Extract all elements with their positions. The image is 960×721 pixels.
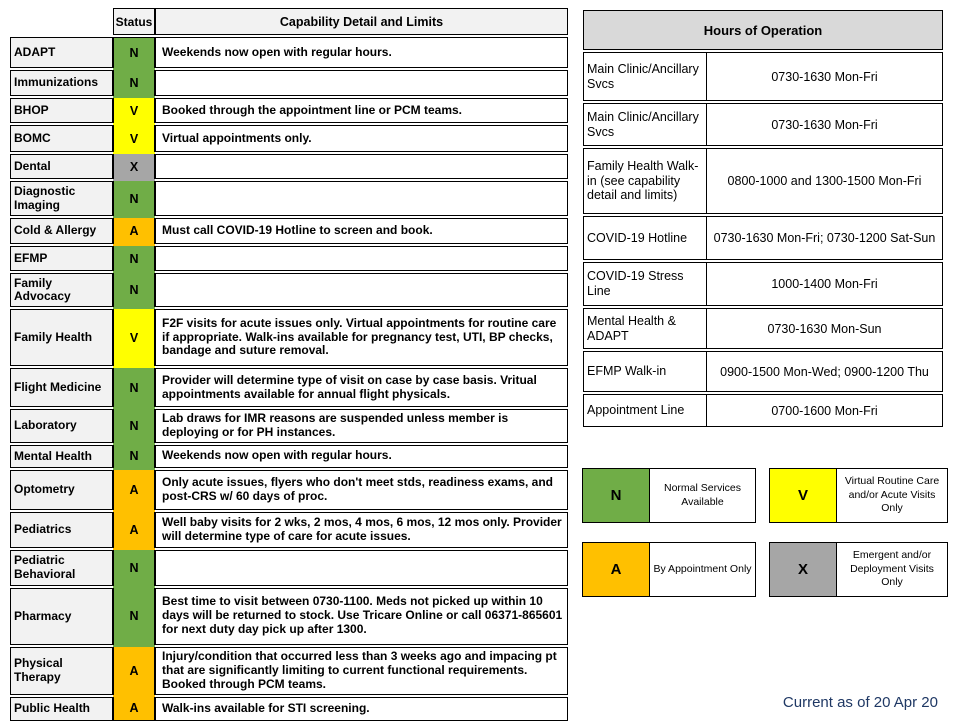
- capability-detail: [155, 154, 568, 179]
- status-badge: N: [113, 368, 155, 407]
- hours-label: Main Clinic/Ancillary Svcs: [583, 52, 707, 101]
- capability-name: ADAPT: [10, 37, 113, 68]
- status-badge: X: [113, 154, 155, 179]
- capability-name: Physical Therapy: [10, 647, 113, 695]
- capability-name: Diagnostic Imaging: [10, 181, 113, 216]
- capability-detail: Booked through the appointment line or PCM teams.: [155, 98, 568, 123]
- hours-label: COVID-19 Stress Line: [583, 262, 707, 306]
- table-row: [10, 98, 568, 123]
- status-badge: V: [113, 309, 155, 366]
- capability-name: Mental Health: [10, 445, 113, 468]
- capability-header-row: [10, 8, 568, 35]
- hours-row: [583, 216, 943, 260]
- hours-row: [583, 148, 943, 214]
- capability-name: Family Health: [10, 309, 113, 366]
- hours-of-operation-table: [583, 10, 943, 427]
- table-row: [10, 470, 568, 510]
- capability-detail: [155, 273, 568, 307]
- legend-item-virtual: [769, 468, 948, 523]
- hours-label: Family Health Walk-in (see capability detail and limits): [583, 148, 707, 214]
- table-row: [10, 218, 568, 244]
- capability-name: BOMC: [10, 125, 113, 152]
- table-row: [10, 37, 568, 68]
- capability-detail: Only acute issues, flyers who don't meet stds, readiness exams, and post-CRS w/ 60 days of proc.: [155, 470, 568, 510]
- table-row: [10, 588, 568, 645]
- status-badge: N: [113, 37, 155, 68]
- hours-label: Appointment Line: [583, 394, 707, 427]
- status-badge: V: [113, 125, 155, 152]
- status-badge: A: [113, 647, 155, 695]
- legend-item-appointment: [582, 542, 756, 597]
- capability-detail: Weekends now open with regular hours.: [155, 445, 568, 468]
- status-legend: [582, 468, 948, 597]
- status-badge: A: [113, 512, 155, 548]
- table-row: [10, 409, 568, 443]
- hours-value: 0730-1630 Mon-Fri: [707, 103, 943, 146]
- status-badge: A: [113, 218, 155, 244]
- capability-name: BHOP: [10, 98, 113, 123]
- status-badge: N: [113, 588, 155, 645]
- legend-item-emergent: [769, 542, 948, 597]
- table-row: [10, 368, 568, 407]
- capability-detail: Virtual appointments only.: [155, 125, 568, 152]
- capability-name: Public Health: [10, 697, 113, 721]
- status-badge: A: [113, 470, 155, 510]
- legend-code-x: X: [770, 543, 837, 596]
- table-row: [10, 512, 568, 548]
- capability-name: Optometry: [10, 470, 113, 510]
- capability-name: Flight Medicine: [10, 368, 113, 407]
- capability-detail: Walk-ins available for STI screening.: [155, 697, 568, 721]
- capability-header-blank: [10, 8, 113, 35]
- table-row: [10, 697, 568, 721]
- hours-label: COVID-19 Hotline: [583, 216, 707, 260]
- status-badge: A: [113, 697, 155, 721]
- capability-name: Immunizations: [10, 70, 113, 96]
- table-row: [10, 647, 568, 695]
- legend-code-n: N: [583, 469, 650, 522]
- hours-value: 0900-1500 Mon-Wed; 0900-1200 Thu: [707, 351, 943, 392]
- capability-detail: [155, 550, 568, 586]
- capability-detail: Well baby visits for 2 wks, 2 mos, 4 mos, 6 mos, 12 mos only. Provider will determine type of care for acute issues.: [155, 512, 568, 548]
- table-row: [10, 181, 568, 216]
- capability-name: Pediatric Behavioral: [10, 550, 113, 586]
- capability-detail: F2F visits for acute issues only. Virtual appointments for routine care if appropriate. Walk-ins available for pregnancy test, UTI, BP checks, bandage and suture removal.: [155, 309, 568, 366]
- legend-label: Virtual Routine Care and/or Acute Visits Only: [844, 475, 940, 515]
- capability-name: Family Advocacy: [10, 273, 113, 307]
- hours-value: 0730-1630 Mon-Sun: [707, 308, 943, 349]
- legend-label: Normal Services Available: [663, 481, 742, 508]
- hours-row: [583, 394, 943, 427]
- current-as-of-note: Current as of 20 Apr 20: [782, 694, 938, 711]
- hours-label: Main Clinic/Ancillary Svcs: [583, 103, 707, 146]
- table-row: [10, 550, 568, 586]
- hours-value: 0700-1600 Mon-Fri: [707, 394, 943, 427]
- table-row: [10, 246, 568, 271]
- legend-label: Emergent and/or Deployment Visits Only: [850, 549, 934, 589]
- table-row: [10, 154, 568, 179]
- hours-label: EFMP Walk-in: [583, 351, 707, 392]
- status-badge: N: [113, 181, 155, 216]
- capability-name: Laboratory: [10, 409, 113, 443]
- status-badge: N: [113, 70, 155, 96]
- table-row: [10, 273, 568, 307]
- capability-detail: Must call COVID-19 Hotline to screen and book.: [155, 218, 568, 244]
- capability-header-detail: Capability Detail and Limits: [155, 8, 568, 35]
- table-row: [10, 309, 568, 366]
- capability-name: Pediatrics: [10, 512, 113, 548]
- capability-detail: [155, 181, 568, 216]
- hours-value: 0730-1630 Mon-Fri; 0730-1200 Sat-Sun: [707, 216, 943, 260]
- capability-header-status: Status: [113, 8, 155, 35]
- hours-value: 1000-1400 Mon-Fri: [707, 262, 943, 306]
- status-badge: V: [113, 98, 155, 123]
- table-row: [10, 125, 568, 152]
- hours-value: 0800-1000 and 1300-1500 Mon-Fri: [707, 148, 943, 214]
- capability-detail: Provider will determine type of visit on case by case basis. Vritual appointments available for annual flight physicals.: [155, 368, 568, 407]
- status-badge: N: [113, 273, 155, 307]
- legend-item-normal: [582, 468, 756, 523]
- capability-detail: Lab draws for IMR reasons are suspended unless member is deploying or for PH instances.: [155, 409, 568, 443]
- table-row: [10, 70, 568, 96]
- capability-detail: Best time to visit between 0730-1100. Meds not picked up within 10 days will be returned to stock. Use Tricare Online or call 06371-865601 for next duty day pick up after 1300.: [155, 588, 568, 645]
- legend-label: By Appointment Only: [653, 562, 752, 575]
- legend-code-a: A: [583, 543, 650, 596]
- hours-value: 0730-1630 Mon-Fri: [707, 52, 943, 101]
- capability-detail: [155, 70, 568, 96]
- hours-title: Hours of Operation: [583, 10, 943, 50]
- capability-detail: Weekends now open with regular hours.: [155, 37, 568, 68]
- capability-name: Cold & Allergy: [10, 218, 113, 244]
- status-badge: N: [113, 246, 155, 271]
- hours-row: [583, 103, 943, 146]
- status-badge: N: [113, 409, 155, 443]
- capability-name: EFMP: [10, 246, 113, 271]
- capability-table: [10, 8, 568, 721]
- hours-row: [583, 308, 943, 349]
- legend-code-v: V: [770, 469, 837, 522]
- hours-label: Mental Health & ADAPT: [583, 308, 707, 349]
- status-badge: N: [113, 550, 155, 586]
- capability-name: Pharmacy: [10, 588, 113, 645]
- hours-row: [583, 262, 943, 306]
- status-badge: N: [113, 445, 155, 468]
- capability-detail: Injury/condition that occurred less than 3 weeks ago and impacing pt that are significantly limiting to current functional requirements. Booked through PCM teams.: [155, 647, 568, 695]
- capability-name: Dental: [10, 154, 113, 179]
- hours-row: [583, 351, 943, 392]
- table-row: [10, 445, 568, 468]
- capability-detail: [155, 246, 568, 271]
- hours-row: [583, 52, 943, 101]
